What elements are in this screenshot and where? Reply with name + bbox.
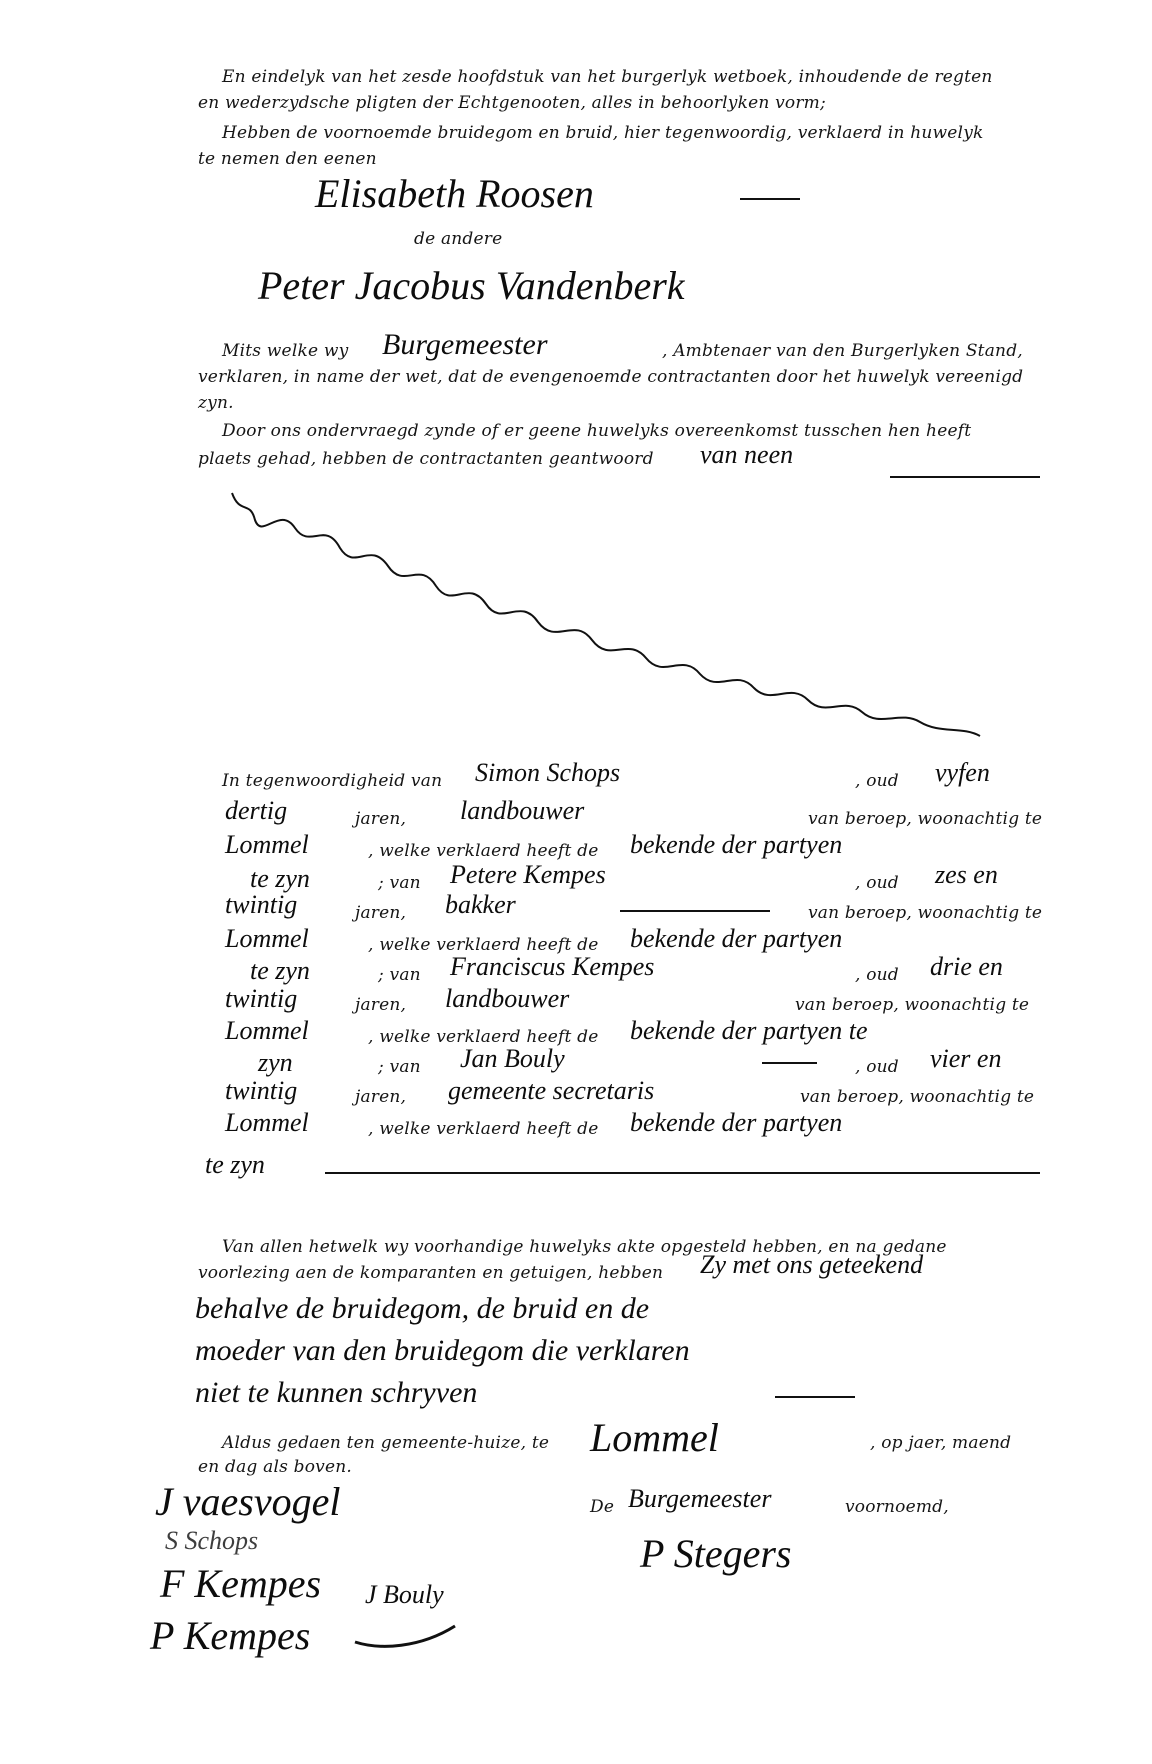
witness-1-age-b: dertig bbox=[225, 796, 288, 825]
signature-role: Burgemeester bbox=[628, 1484, 772, 1513]
witness-2-place: Lommel bbox=[225, 924, 309, 953]
groom-name: Peter Jacobus Vandenberk bbox=[258, 263, 685, 308]
closing-line-2: voorlezing aen de komparanten en getuigen, hebben bbox=[198, 1263, 664, 1283]
witness-3-place: Lommel bbox=[225, 1016, 309, 1045]
declaration-line-2: verklaren, in name der wet, dat de evengenoemde contractanten door het huwelyk vereenigd bbox=[198, 367, 1024, 387]
witness-4-beroep: van beroep, woonachtig te bbox=[800, 1087, 1035, 1107]
witness-1-jaren: jaren, bbox=[355, 809, 407, 829]
closing-hand-1: Zy met ons geteekend bbox=[700, 1250, 924, 1279]
witness-4-jaren: jaren, bbox=[355, 1087, 407, 1107]
witness-signature-bouly: J Bouly bbox=[365, 1580, 444, 1609]
intro-line-4: te nemen den eenen bbox=[198, 149, 377, 169]
witness-4-name: Jan Bouly bbox=[460, 1044, 565, 1073]
filler-line bbox=[762, 1062, 817, 1064]
witness-1-place: Lommel bbox=[225, 830, 309, 859]
aldus-line-a: Aldus gedaen ten gemeente-huize, te bbox=[222, 1433, 550, 1453]
signature-de: De bbox=[590, 1497, 615, 1517]
closing-hand-4: niet te kunnen schryven bbox=[195, 1376, 478, 1409]
witness-3-name: Franciscus Kempes bbox=[450, 952, 655, 981]
witness-2-oud: , oud bbox=[855, 873, 899, 893]
intro-line-1: En eindelyk van het zesde hoofdstuk van het burgerlyk wetboek, inhoudende de regten bbox=[222, 67, 993, 87]
witness-1-age-a: vyfen bbox=[935, 758, 990, 787]
filler-line bbox=[775, 1396, 855, 1398]
witness-3-beroep: van beroep, woonachtig te bbox=[795, 995, 1030, 1015]
witness-4-oud: , oud bbox=[855, 1057, 899, 1077]
intro-line-2: en wederzydsche pligten der Echtgenooten, alles in behoorlyken vorm; bbox=[198, 93, 826, 113]
witness-signature-f-kempes: F Kempes bbox=[160, 1561, 322, 1606]
closing-line-1: Van allen hetwelk wy voorhandige huwelyks akte opgesteld hebben, en na gedane bbox=[222, 1237, 947, 1257]
bride-name: Elisabeth Roosen bbox=[315, 171, 594, 216]
witness-4-relation-b: te zyn bbox=[205, 1150, 265, 1179]
witness-2-verklaerd: , welke verklaerd heeft de bbox=[368, 935, 599, 955]
filler-line bbox=[325, 1172, 1040, 1174]
declaration-line-1b: , Ambtenaer van den Burgerlyken Stand, bbox=[662, 341, 1023, 361]
witness-1-oud: , oud bbox=[855, 771, 899, 791]
witness-2-van: ; van bbox=[378, 873, 421, 893]
closing-hand-3: moeder van den bruidegom die verklaren bbox=[195, 1334, 690, 1367]
witness-2-relation-b: te zyn bbox=[250, 956, 310, 985]
witness-4-relation-a: bekende der partyen bbox=[630, 1108, 843, 1137]
witness-2-occupation: bakker bbox=[445, 890, 516, 919]
witness-4-verklaerd: , welke verklaerd heeft de bbox=[368, 1119, 599, 1139]
declaration-line-4: Door ons ondervraegd zynde of er geene huwelyks overeenkomst tusschen hen heeft bbox=[222, 421, 972, 441]
declaration-line-5: plaets gehad, hebben de contractanten geantwoord bbox=[198, 449, 654, 469]
witness-2-name: Petere Kempes bbox=[450, 860, 606, 889]
witness-2-age-b: twintig bbox=[225, 890, 298, 919]
witness-3-relation-a: bekende der partyen te bbox=[630, 1016, 868, 1045]
witness-3-jaren: jaren, bbox=[355, 995, 407, 1015]
witness-4-occupation: gemeente secretaris bbox=[448, 1076, 655, 1105]
witness-3-oud: , oud bbox=[855, 965, 899, 985]
declaration-line-3: zyn. bbox=[198, 393, 234, 413]
witness-signature-schops: S Schops bbox=[165, 1526, 259, 1555]
witness-4-van: ; van bbox=[378, 1057, 421, 1077]
aldus-line-b: , op jaer, maend bbox=[870, 1433, 1012, 1453]
witness-1-name: Simon Schops bbox=[475, 758, 621, 787]
witness-1-occupation: landbouwer bbox=[460, 796, 585, 825]
witness-4-age-a: vier en bbox=[930, 1044, 1002, 1073]
witness-2-age-a: zes en bbox=[935, 860, 998, 889]
witness-3-verklaerd: , welke verklaerd heeft de bbox=[368, 1027, 599, 1047]
witness-1-verklaerd: , welke verklaerd heeft de bbox=[368, 841, 599, 861]
official-title: Burgemeester bbox=[382, 328, 548, 361]
intro-line-3: Hebben de voornoemde bruidegom en bruid, hier tegenwoordig, verklaerd in huwelyk bbox=[222, 123, 984, 143]
witness-4-age-b: twintig bbox=[225, 1076, 298, 1105]
witness-3-occupation: landbouwer bbox=[445, 984, 570, 1013]
cancellation-wave-line bbox=[0, 0, 1152, 780]
aldus-place: Lommel bbox=[590, 1415, 719, 1460]
witness-2-jaren: jaren, bbox=[355, 903, 407, 923]
witness-signature-p-kempes: P Kempes bbox=[150, 1613, 311, 1658]
de-andere-label: de andere bbox=[414, 229, 503, 249]
aldus-line-c: en dag als boven. bbox=[198, 1457, 352, 1477]
party-signature-1: J vaesvogel bbox=[155, 1479, 341, 1524]
witness-2-relation-a: bekende der partyen bbox=[630, 924, 843, 953]
witness-3-age-b: twintig bbox=[225, 984, 298, 1013]
witness-3-relation-b: zyn bbox=[258, 1048, 293, 1077]
witnesses-intro: In tegenwoordigheid van bbox=[222, 771, 443, 791]
witness-1-relation-a: bekende der partyen bbox=[630, 830, 843, 859]
witness-3-van: ; van bbox=[378, 965, 421, 985]
signature-voornoemd: voornoemd, bbox=[845, 1497, 949, 1517]
bouly-flourish bbox=[350, 1620, 460, 1650]
closing-hand-2: behalve de bruidegom, de bruid en de bbox=[195, 1292, 650, 1325]
witness-1-beroep: van beroep, woonachtig te bbox=[808, 809, 1043, 829]
filler-line bbox=[620, 910, 770, 912]
witness-3-age-a: drie en bbox=[930, 952, 1003, 981]
mayor-signature: P Stegers bbox=[640, 1531, 792, 1576]
witness-1-relation-b: te zyn bbox=[250, 864, 310, 893]
witness-4-place: Lommel bbox=[225, 1108, 309, 1137]
contract-answer: van neen bbox=[700, 440, 794, 469]
witness-2-beroep: van beroep, woonachtig te bbox=[808, 903, 1043, 923]
declaration-line-1a: Mits welke wy bbox=[222, 341, 349, 361]
